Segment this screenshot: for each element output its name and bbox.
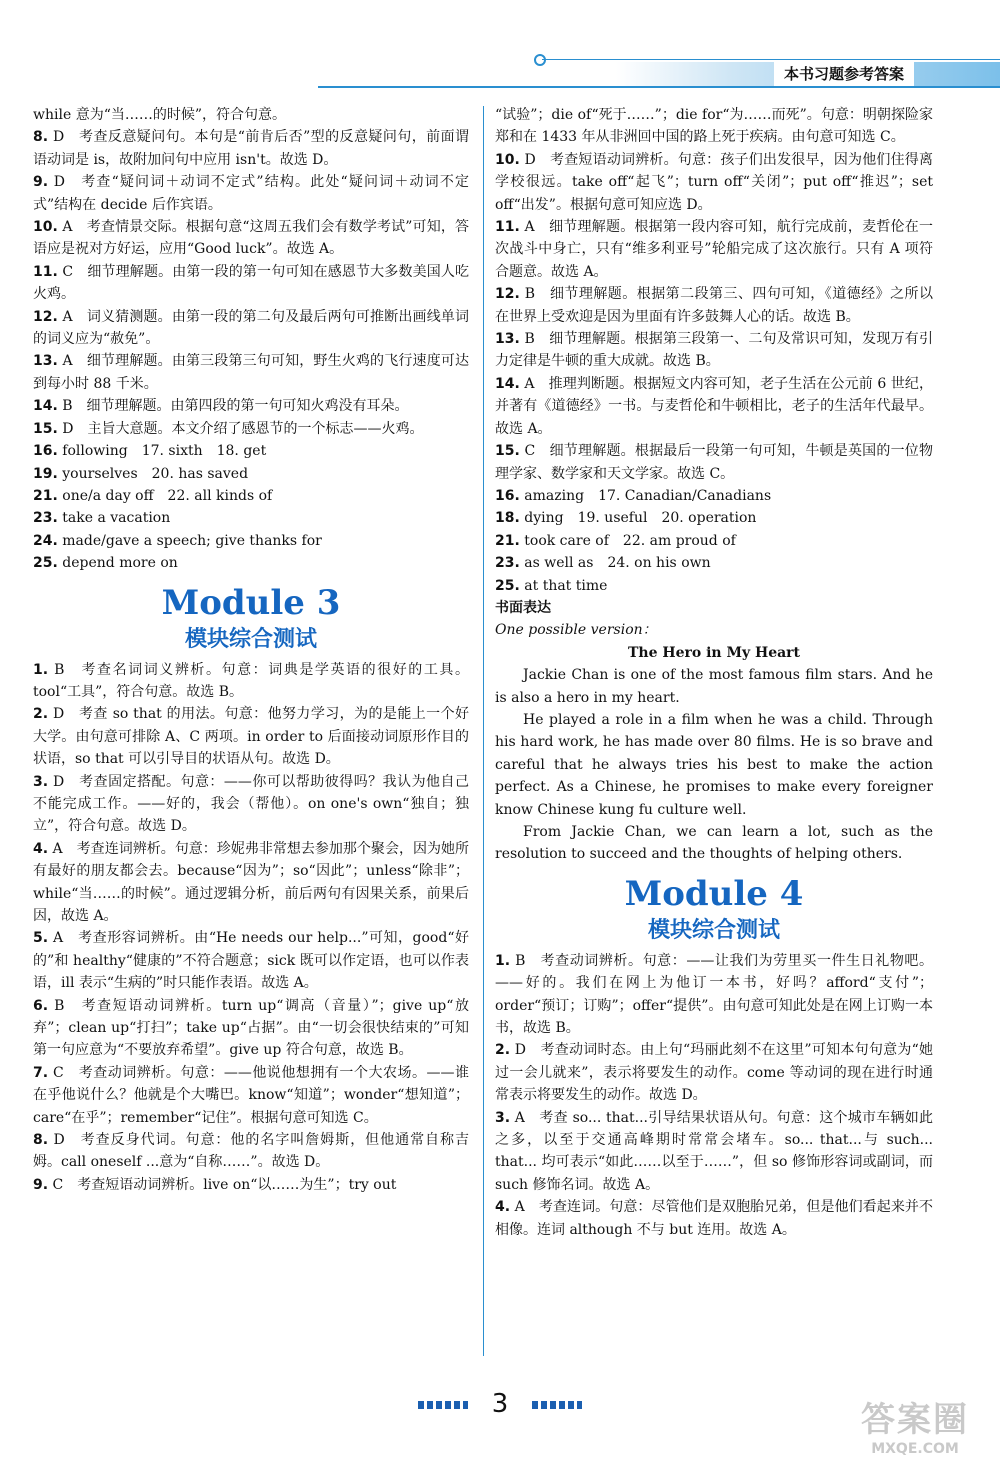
answer-text: B 细节理解题。根据第三段第一、二句及常识可知，发现万有引力定律是牛顿的重大成就。故选 B。 xyxy=(495,331,934,370)
answer-item xyxy=(33,995,469,1062)
answer-item xyxy=(33,1174,469,1196)
answer-number: 16. xyxy=(33,443,58,460)
answer-number: 2. xyxy=(33,706,49,723)
module-3-subtitle: 模块综合测试 xyxy=(184,626,317,652)
answer-item xyxy=(495,373,933,440)
answer-item xyxy=(495,950,933,1040)
answer-item xyxy=(33,927,469,994)
column-divider xyxy=(483,106,484,1356)
answer-text: A 细节理解题。根据第一段内容可知，航行完成前，麦哲伦在一次战斗中身亡，只有“维多利亚号”轮船完成了这次旅行。只有 A 项符合题意。故选 A。 xyxy=(495,219,934,280)
answer-number: 5. xyxy=(33,930,49,947)
answer-text: dying 19. useful 20. operation xyxy=(524,510,757,527)
answer-item xyxy=(33,440,469,462)
left-answer-list-a xyxy=(33,104,469,575)
answer-text: yourselves 20. has saved xyxy=(62,465,249,482)
answer-text: C 考查短语动词辨析。live on“以……为生”；try out xyxy=(52,1176,397,1193)
left-column xyxy=(33,104,469,1196)
answer-item xyxy=(33,171,469,216)
answer-item xyxy=(495,552,933,574)
answer-number: 3. xyxy=(495,1109,511,1126)
answer-item xyxy=(33,418,469,440)
answer-text: D 考查反意疑问句。本句是“前肯后否”型的反意疑问句，前面谓语动词是 is，故附加问句中应用 isn't。故选 D。 xyxy=(33,129,469,168)
footer-bar-right xyxy=(532,1401,582,1409)
answer-item xyxy=(495,1039,933,1106)
essay-heading: 书面表达 xyxy=(495,599,551,616)
answer-number: 9. xyxy=(33,1176,49,1193)
answer-item xyxy=(495,216,933,283)
answer-item xyxy=(495,1107,933,1197)
answer-text: following 17. sixth 18. get xyxy=(62,443,267,460)
answer-text: A 考查情景交际。根据句意“这周五我们会有数学考试”可知，答语应是祝对方好运，应用“Good luck”。故选 A。 xyxy=(33,219,469,258)
answer-number: 7. xyxy=(33,1064,49,1081)
answer-number: 6. xyxy=(33,997,49,1014)
answer-item xyxy=(33,485,469,507)
answer-item xyxy=(495,1196,933,1241)
left-answer-list-b xyxy=(33,659,469,1197)
answer-item xyxy=(33,104,469,126)
answer-number: 12. xyxy=(33,308,58,325)
answer-text: D 主旨大意题。本文介绍了感恩节的一个标志——火鸡。 xyxy=(62,420,424,437)
answer-text: A 考查形容词辨析。由“He needs our help...”可知，good“好的”和 healthy“健康的”不符合题意；sick 既可以作定语，也可以作表语，ill 表示“生病的”时只能作表语。故选 A。 xyxy=(33,930,469,992)
answer-text: B 考查名词词义辨析。句意：词典是学英语的很好的工具。tool“工具”，符合句意。故选 B。 xyxy=(33,661,469,700)
module-4-subtitle: 模块综合测试 xyxy=(647,917,780,943)
page-header xyxy=(0,0,1000,100)
answer-number: 8. xyxy=(33,1132,49,1149)
answer-text: took care of 22. am proud of xyxy=(524,532,736,549)
header-dot-decoration xyxy=(534,54,546,66)
answer-text: as well as 24. on his own xyxy=(524,555,711,572)
answer-item xyxy=(33,703,469,770)
watermark-text: 答案圈 xyxy=(861,1400,969,1440)
answer-number: 21. xyxy=(495,532,520,549)
answer-number: 16. xyxy=(495,487,520,504)
right-answer-list-a xyxy=(495,104,933,597)
answer-text: B 细节理解题。由第四段的第一句可知火鸡没有耳朵。 xyxy=(62,398,409,415)
answer-text: B 细节理解题。根据第二段第三、四句可知，《道德经》之所以在世界上受欢迎是因为里面有许多鼓舞人心的话。故选 B。 xyxy=(495,286,933,325)
answer-number: 1. xyxy=(495,952,511,969)
answer-text: A 考查连词。句意：尽管他们是双胞胎兄弟，但是他们看起来并不相像。连词 although 不与 but 连用。故选 A。 xyxy=(495,1199,933,1238)
essay-note: One possible version： xyxy=(495,622,657,639)
answer-number: 10. xyxy=(495,151,520,168)
answer-item xyxy=(33,463,469,485)
answer-number: 13. xyxy=(33,353,58,370)
answer-text: “试验”；die of“死于……”；die for“为……而死”。句意：明朝探险家郑和在 1433 年从非洲回中国的路上死于疾病。由句意可知选 C。 xyxy=(495,107,933,146)
answer-item xyxy=(33,507,469,529)
answer-number: 18. xyxy=(495,510,520,527)
answer-item xyxy=(33,261,469,306)
answer-item xyxy=(495,149,933,216)
answer-number: 25. xyxy=(495,577,520,594)
answer-text: B 考查动词辨析。句意：——让我们为劳里买一件生日礼物吧。——好的。我们在网上为他订一本书，好吗？afford“支付”；order“预订；订购”；offer“提供”。由句意可知此处是在网上订购一本书，故选 B。 xyxy=(495,952,933,1037)
answer-number: 23. xyxy=(495,555,520,572)
answer-item xyxy=(495,283,933,328)
answer-text: D 考查短语动词辨析。句意：孩子们出发很早，因为他们住得离学校很远。take off“起飞”；turn off“关闭”；put off“推迟”；set off“出发”。根据句意可知应选 D。 xyxy=(495,151,933,213)
answer-text: A 推理判断题。根据短文内容可知，老子生活在公元前 6 世纪，并著有《道德经》一书。与麦哲伦和牛顿相比，老子的生活年代最早。故选 A。 xyxy=(495,375,933,437)
answer-text: one/a day off 22. all kinds of xyxy=(62,487,273,504)
watermark-logo xyxy=(840,1400,990,1472)
answer-number: 10. xyxy=(33,219,58,236)
answer-text: take a vacation xyxy=(62,510,171,527)
answer-number: 9. xyxy=(33,174,49,191)
answer-number: 19. xyxy=(33,465,58,482)
answer-text: D 考查反身代词。句意：他的名字叫詹姆斯，但他通常自称吉姆。call oneself ...意为“自称……”。故选 D。 xyxy=(33,1132,469,1171)
answer-item xyxy=(495,507,933,529)
right-column xyxy=(495,104,933,1241)
answer-number: 2. xyxy=(495,1042,511,1059)
answer-number: 3. xyxy=(33,773,49,790)
answer-number: 14. xyxy=(33,398,58,415)
module-4-title: Module 4 xyxy=(624,873,804,914)
answer-text: made/gave a speech; give thanks for xyxy=(62,532,322,549)
answer-text: D 考查固定搭配。句意：——你可以帮助彼得吗？我认为他自己不能完成工作。——好的，我会（帮他）。on one's own“独自；独立”，符合句意。故选 D。 xyxy=(33,773,469,835)
right-answer-list-b xyxy=(495,950,933,1241)
answer-number: 15. xyxy=(33,420,58,437)
answer-number: 12. xyxy=(495,286,520,303)
answer-item xyxy=(495,485,933,507)
header-rule xyxy=(318,86,1000,88)
answer-text: A 细节理解题。由第三段第三句可知，野生火鸡的飞行速度可达到每小时 88 千米。 xyxy=(33,353,470,392)
answer-text: B 考查短语动词辨析。turn up“调高（音量）”；give up“放弃”；clean up“打扫”；take up“占据”。由“一切会很快结束的”可知第一句应意为“不要放弃希望”。give up 符合句意，故选 B。 xyxy=(33,997,470,1059)
answer-item xyxy=(33,1062,469,1129)
essay-paragraph: From Jackie Chan, we can learn a lot, such as the resolution to succeed and the thoughts of helping others. xyxy=(495,824,933,863)
answer-text: A 考查 so... that...引导结果状语从句。句意：这个城市车辆如此之多，以至于交通高峰期时常常会堵车。so... that...与 such... that... 均可表示“如此……以至于……”，但 so 修饰形容词或副词，而 such 修饰名词。故选 A。 xyxy=(495,1109,933,1193)
answer-item xyxy=(33,216,469,261)
answer-number: 14. xyxy=(495,375,520,392)
answer-number: 4. xyxy=(33,840,49,857)
answer-number: 4. xyxy=(495,1199,511,1216)
answer-text: depend more on xyxy=(62,555,178,572)
answer-item xyxy=(33,350,469,395)
answer-item xyxy=(33,530,469,552)
answer-number: 8. xyxy=(33,129,49,146)
essay-paragraph: He played a role in a film when he was a child. Through his hard work, he has made over 80 films. He is so brave and careful that he always tries his best to make the action perfect. As a Chinese, he promises to make every foreigner know Chinese kung fu culture well. xyxy=(495,711,933,818)
answer-number: 11. xyxy=(495,219,520,236)
answer-item xyxy=(33,306,469,351)
answer-text: D 考查动词时态。由上句“玛丽此刻不在这里”可知本句句意为“她过一会儿就来”，表示将要发生的动作。come 等动词的现在进行时通常表示将要发生的动作。故选 D。 xyxy=(495,1042,933,1104)
answer-text: C 细节理解题。由第一段的第一句可知在感恩节大多数美国人吃火鸡。 xyxy=(33,263,469,303)
answer-text: A 词义猜测题。由第一段的第二句及最后两句可推断出画线单词的词义应为“赦免”。 xyxy=(33,308,470,348)
answer-item xyxy=(33,659,469,704)
answer-number: 21. xyxy=(33,487,58,504)
answer-item xyxy=(495,104,933,149)
answer-number: 23. xyxy=(33,510,58,527)
answer-item xyxy=(495,530,933,552)
answer-number: 25. xyxy=(33,555,58,572)
answer-text: D 考查 so that 的用法。句意：他努力学习，为的是能上一个好大学。由句意可排除 A、C 两项。in order to 后面接动词原形作目的状语，so that 可以引导目的状语从句。故选 D。 xyxy=(33,706,469,768)
answer-item xyxy=(495,328,933,373)
answer-text: C 细节理解题。根据最后一段第一句可知，牛顿是英国的一位物理学家、数学家和天文学家。故选 C。 xyxy=(495,443,934,482)
module-3-title: Module 3 xyxy=(161,582,341,623)
answer-text: A 考查连词辨析。句意：珍妮弗非常想去参加那个聚会，因为她所有最好的朋友都会去。because“因为”；so“因此”；unless“除非”；while“当……的时候”。通过逻辑分析，前后两句有因果关系，前果后因，故选 A。 xyxy=(33,840,470,924)
answer-item xyxy=(495,575,933,597)
watermark-url: MXQE.COM xyxy=(871,1441,959,1457)
answer-text: while 意为“当……的时候”，符合句意。 xyxy=(33,107,287,123)
essay-title: The Hero in My Heart xyxy=(627,644,801,661)
header-thin-rule xyxy=(542,59,1000,60)
answer-item xyxy=(33,126,469,171)
answer-item xyxy=(33,395,469,417)
answer-number: 11. xyxy=(33,263,58,280)
answer-number: 24. xyxy=(33,532,58,549)
answer-item xyxy=(33,552,469,574)
answer-item xyxy=(33,1129,469,1174)
page-number: 3 xyxy=(491,1389,509,1419)
answer-item xyxy=(33,838,469,928)
header-title: 本书习题参考答案 xyxy=(774,62,914,86)
answer-number: 15. xyxy=(495,443,520,460)
answer-text: D 考查“疑问词＋动词不定式”结构。此处“疑问词＋动词不定式”结构在 decide 后作宾语。 xyxy=(33,174,469,213)
answer-number: 13. xyxy=(495,331,520,348)
essay-paragraph: Jackie Chan is one of the most famous film stars. And he is also a hero in my heart. xyxy=(495,667,933,706)
answer-item xyxy=(33,771,469,838)
answer-text: at that time xyxy=(524,577,608,594)
answer-item xyxy=(495,440,933,485)
answer-text: C 考查动词辨析。句意：——他说他想拥有一个大农场。——谁在乎他说什么？他就是个大嘴巴。know“知道”；wonder“想知道”；care“在乎”；remember“记住”。根据句意可知选 C。 xyxy=(33,1064,469,1126)
answer-number: 1. xyxy=(33,661,49,678)
footer-bar-left xyxy=(418,1401,468,1409)
answer-text: amazing 17. Canadian/Canadians xyxy=(524,487,772,504)
